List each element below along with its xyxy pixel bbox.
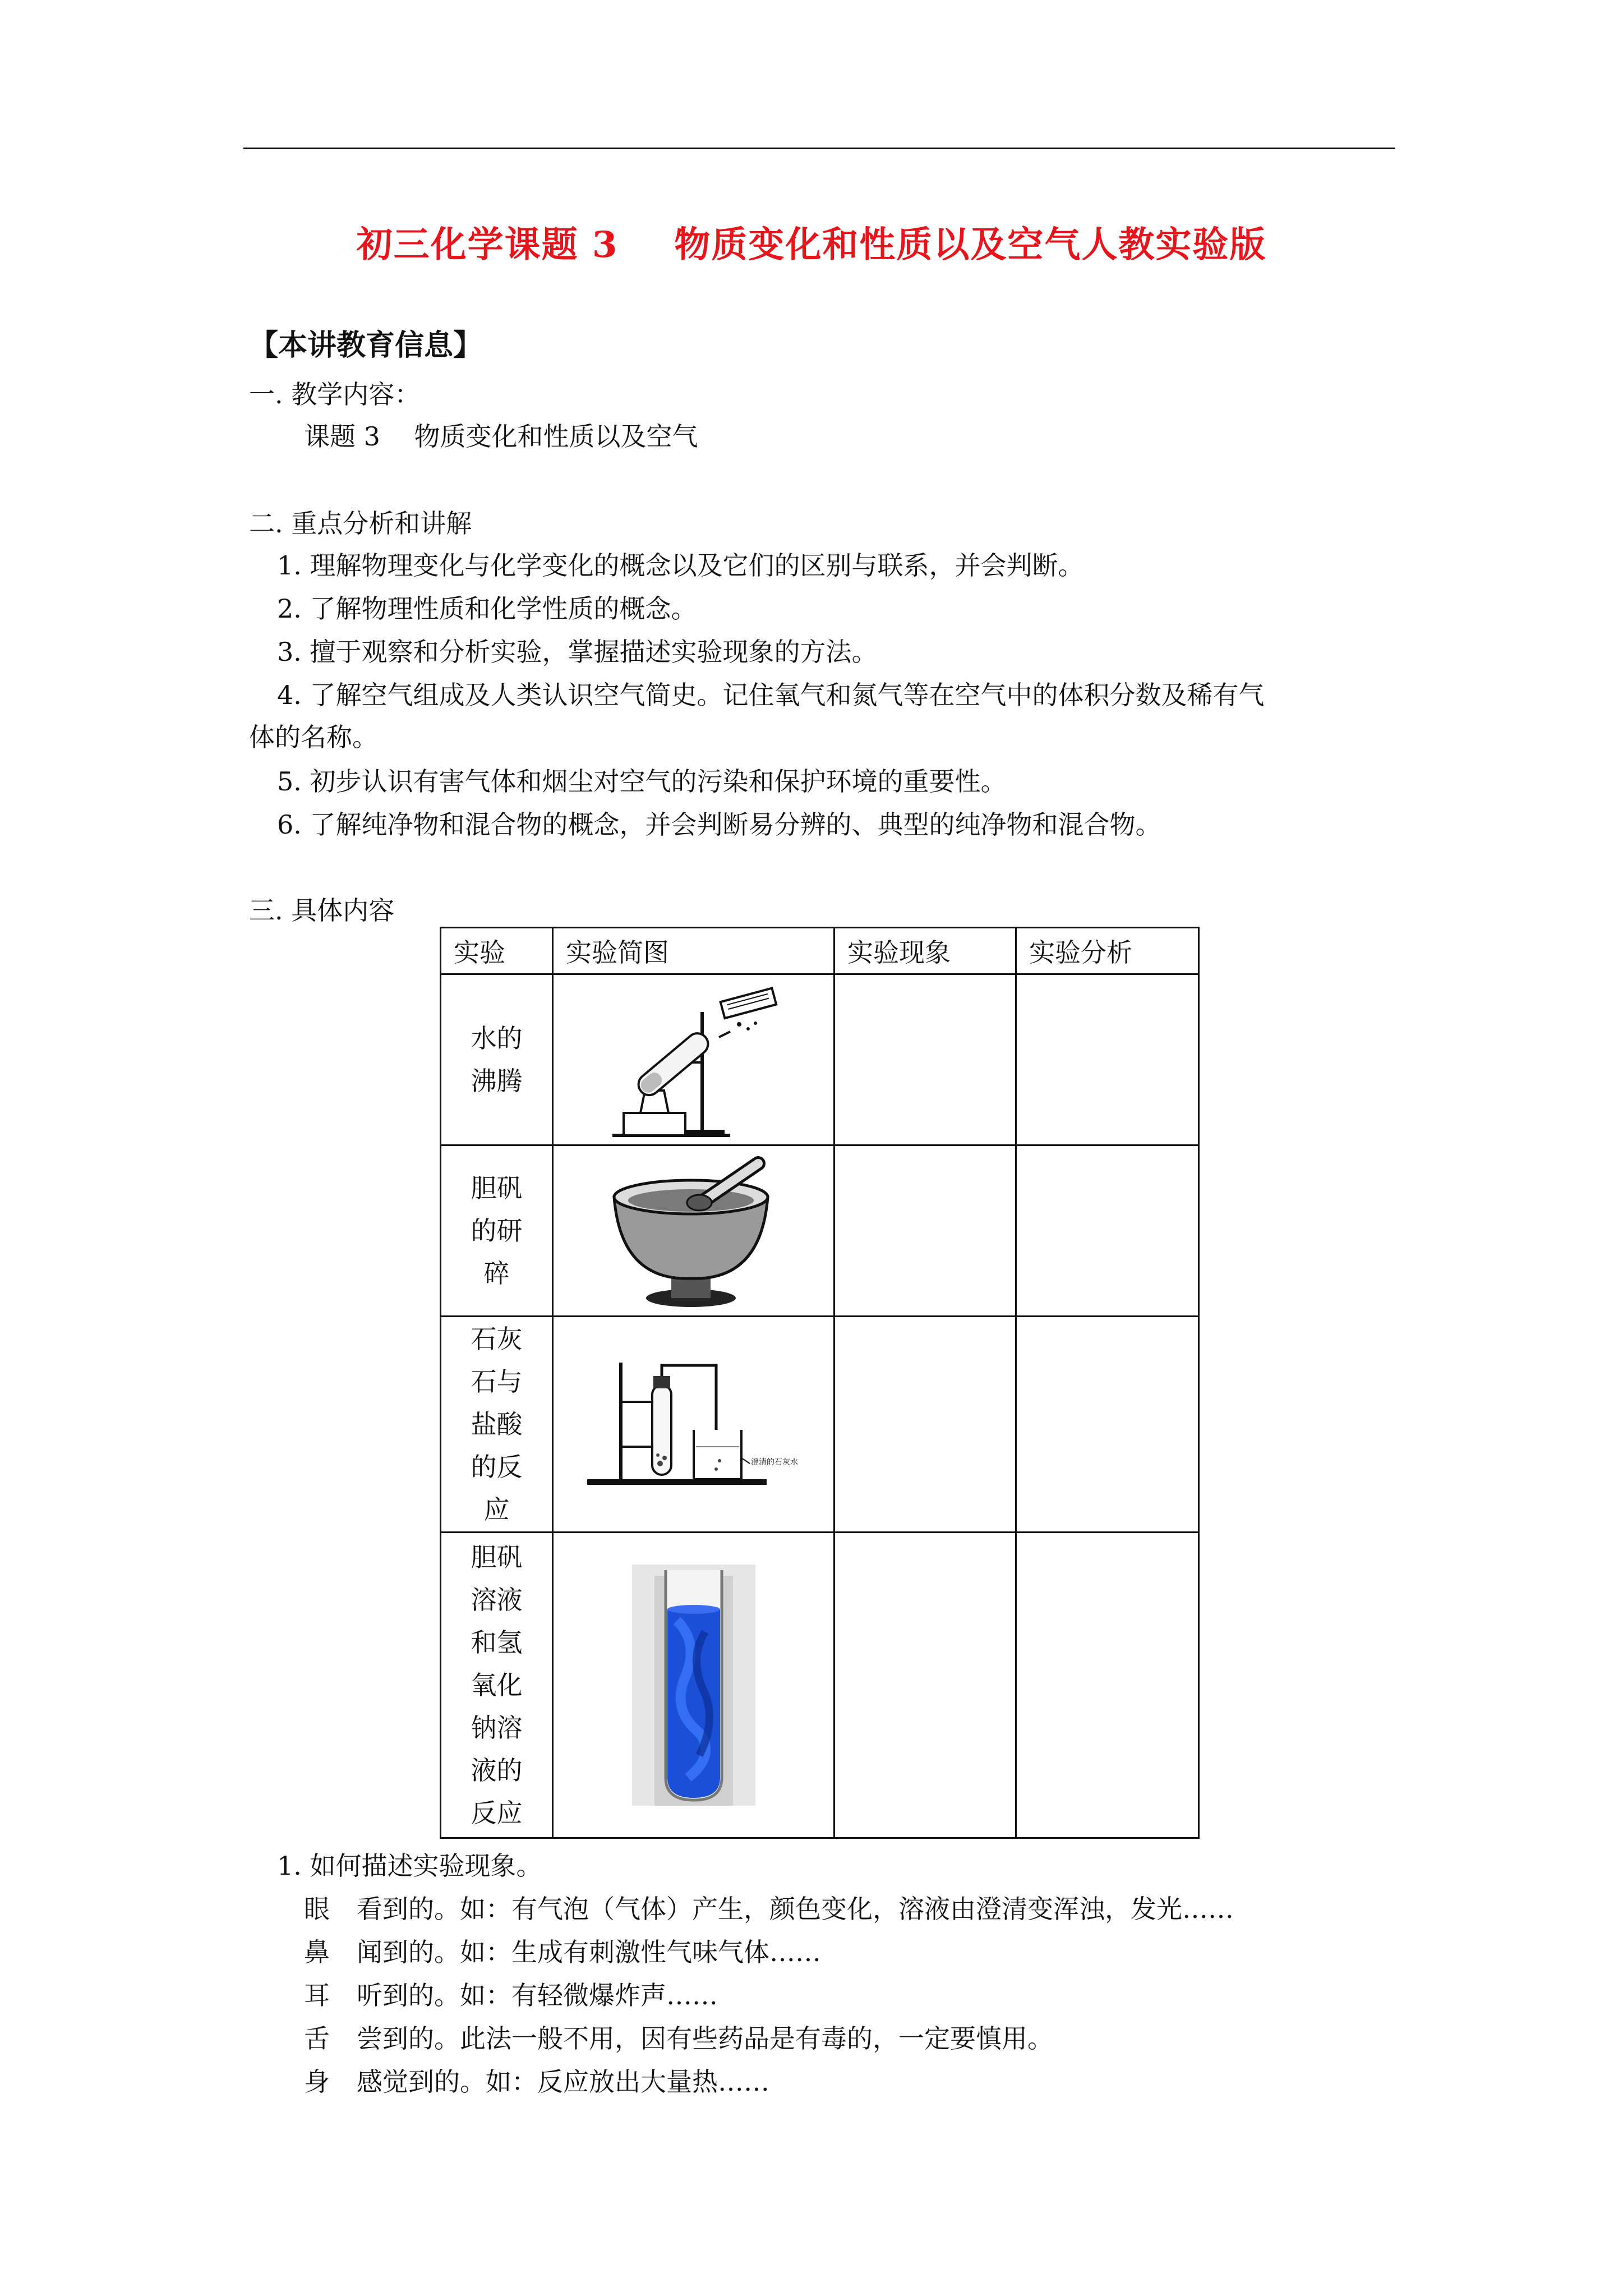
sense-label: 眼 [304,1894,330,1924]
diagram-cell [553,1317,834,1533]
experiment-table [440,927,1200,1839]
experiment-name [441,974,553,1145]
objective-item: 5. 初步认识有害气体和烟尘对空气的污染和保护环境的重要性。 [277,766,1007,797]
objective-item-continued: 体的名称。 [249,722,378,752]
table-row [441,1145,1199,1317]
header-experiment: 实验 [441,928,553,974]
section1-heading: 一. 教学内容： [249,379,421,409]
phenomenon-cell [834,1533,1016,1838]
sense-label: 鼻 [304,1937,330,1967]
header-analysis: 实验分析 [1016,928,1199,974]
analysis-cell [1016,1317,1199,1533]
table-row [441,974,1199,1145]
experiment-name-line: 氧化 [471,1670,523,1700]
limewater-label: 澄清的石灰水 [750,1458,798,1467]
diagram-cell [553,974,834,1145]
header-rule [243,148,1395,149]
sense-row [304,2069,769,2095]
sense-text: 尝到的。此法一般不用，因有些药品是有毒的，一定要慎用。 [357,2023,1053,2054]
sense-row [304,1982,718,2008]
section3-heading: 三. 具体内容 [249,895,395,926]
sense-text: 看到的。如：有气泡（气体）产生，颜色变化，溶液由澄清变浑浊，发光…… [357,1894,1234,1924]
title-part2: 物质变化和性质以及空气人教实验版 [674,224,1267,266]
title-part1: 初三化学课题 3 [356,224,619,266]
analysis-cell [1016,1145,1199,1317]
header-phenomenon: 实验现象 [834,928,1016,974]
sense-label: 身 [304,2067,330,2097]
experiment-name-line: 反应 [471,1798,523,1828]
experiment-name-line: 溶液 [471,1585,523,1615]
diagram-cell [553,1145,834,1317]
info-heading: 【本讲教育信息】 [249,328,483,362]
sense-text: 闻到的。如：生成有刺激性气味气体…… [357,1937,821,1967]
analysis-cell [1016,1533,1199,1838]
experiment-name [441,1533,553,1838]
experiment-name-line: 沸腾 [471,1066,523,1096]
experiment-name [441,1317,553,1533]
experiment-name [441,1145,553,1317]
experiment-name-line: 石灰 [471,1324,523,1354]
table-row [441,1317,1199,1533]
experiment-name-line: 和氢 [471,1627,523,1658]
objective-item: 6. 了解纯净物和混合物的概念，并会判断易分辨的、典型的纯净物和混合物。 [277,809,1161,840]
experiment-name-line: 胆矾 [471,1173,523,1203]
sense-row [304,2023,1053,2054]
sense-label: 耳 [304,1980,330,2010]
experiment-name-line: 的研 [471,1216,523,1246]
section2-heading: 二. 重点分析和讲解 [249,508,472,539]
describe-heading: 1. 如何描述实验现象。 [277,1851,542,1881]
mortar-and-pestle-image [598,1152,789,1309]
boiling-water-apparatus-image [601,978,786,1141]
analysis-cell [1016,974,1199,1145]
sense-text: 听到的。如：有轻微爆炸声…… [357,1980,718,2010]
sense-row [304,1939,821,1965]
limestone-hcl-apparatus-image [582,1351,806,1497]
experiment-name-line: 应 [483,1494,510,1525]
experiment-name-line: 的反 [471,1452,523,1482]
objective-item: 1. 理解物理变化与化学变化的概念以及它们的区别与联系，并会判断。 [277,550,1084,581]
experiment-name-line: 水的 [471,1023,523,1053]
blue-precipitate-test-tube-image [632,1565,755,1806]
experiment-name-line: 碎 [483,1258,510,1289]
phenomenon-cell [834,1145,1016,1317]
header-diagram: 实验简图 [553,928,834,974]
diagram-cell [553,1533,834,1838]
sense-row [304,1896,1234,1922]
experiment-name-line: 盐酸 [471,1409,523,1439]
table-header-row [441,928,1199,974]
section1-content: 课题 3 物质变化和性质以及空气 [304,421,698,452]
sense-label: 舌 [304,2023,330,2054]
phenomenon-cell [834,974,1016,1145]
experiment-name-line: 胆矾 [471,1542,523,1572]
objective-item: 4. 了解空气组成及人类认识空气简史。记住氧气和氮气等在空气中的体积分数及稀有气 [277,680,1265,710]
phenomenon-cell [834,1317,1016,1533]
table-row [441,1533,1199,1838]
sense-text: 感觉到的。如：反应放出大量热…… [357,2067,769,2097]
objective-item: 2. 了解物理性质和化学性质的概念。 [277,593,697,624]
experiment-name-line: 石与 [471,1366,523,1397]
experiment-name-line: 钠溶 [471,1713,523,1743]
page-title [0,216,1623,268]
objective-item: 3. 擅于观察和分析实验，掌握描述实验现象的方法。 [277,637,878,667]
experiment-name-line: 液的 [471,1755,523,1786]
